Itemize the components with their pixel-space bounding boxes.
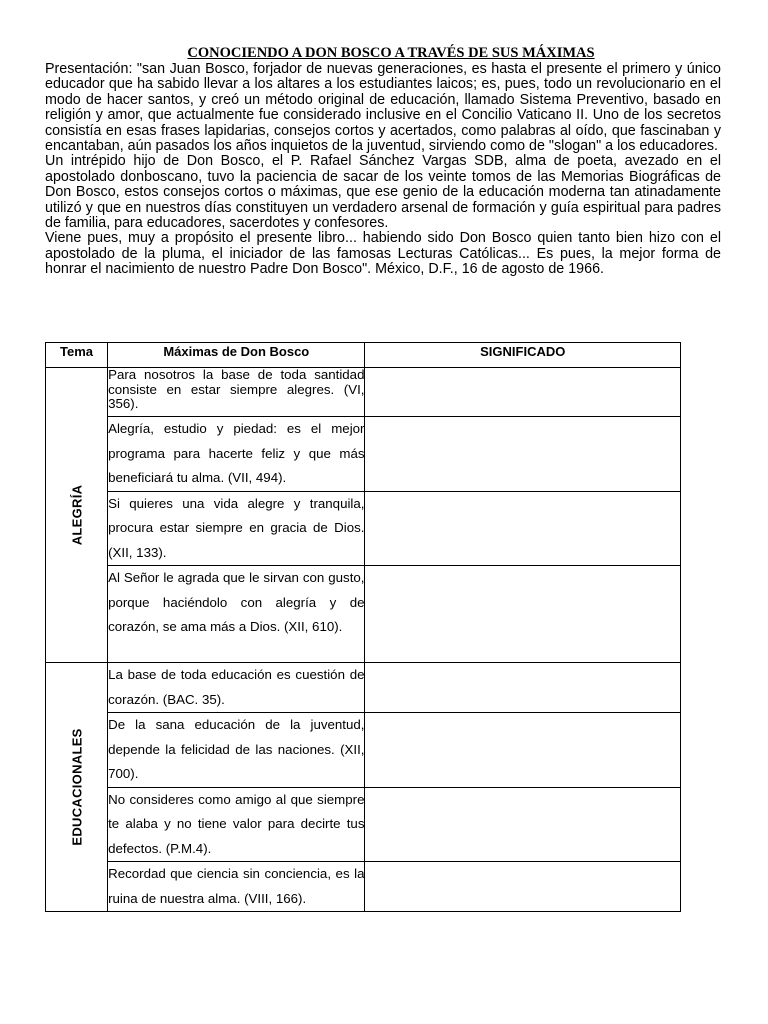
presentation-text (45, 62, 721, 278)
significado-cell[interactable] (365, 862, 681, 912)
table-row (46, 787, 681, 862)
table-row (46, 368, 681, 417)
document-title: CONOCIENDO A DON BOSCO A TRAVÉS DE SUS MÁXIMAS (187, 45, 595, 61)
header-maximas: Máximas de Don Bosco (108, 343, 365, 368)
maxima-cell: De la sana educación de la juventud, depende la felicidad de las naciones. (XII, 700). (108, 713, 365, 788)
maxima-cell: Recordad que ciencia sin conciencia, es la ruina de nuestra alma. (VIII, 166). (108, 862, 365, 912)
significado-cell[interactable] (365, 368, 681, 417)
table-row (46, 491, 681, 566)
document-page (45, 44, 721, 278)
maxima-cell: Para nosotros la base de toda santidad consiste en estar siempre alegres. (VI, 356). (108, 368, 365, 417)
maxima-cell: Alegría, estudio y piedad: es el mejor programa para hacerte feliz y que más beneficiará tu alma. (VII, 494). (108, 417, 365, 492)
significado-cell[interactable] (365, 491, 681, 566)
intro-paragraph-2: Un intrépido hijo de Don Bosco, el P. Rafael Sánchez Vargas SDB, alma de poeta, avezado en el apostolado donboscano, tuvo la paciencia de sacar de los veinte tomos de las Memorias Biográficas de Don Bosco, estos consejos cortos o máximas, que ese genio de la educación moderna tan atinadamente utilizó y que en nuestros días constituyen un verdadero arsenal de formación y guía espiritual para padres de familia, para educadores, sacerdotes y confesores. (45, 153, 721, 232)
tema-educacionales (46, 663, 108, 912)
maxima-cell: Si quieres una vida alegre y tranquila, procura estar siempre en gracia de Dios. (XII, 133). (108, 491, 365, 566)
tema-alegria (46, 368, 108, 663)
table-row (46, 663, 681, 713)
tema-label: EDUCACIONALES (69, 728, 85, 846)
table-header-row (46, 343, 681, 368)
maxima-cell: No consideres como amigo al que siempre te alaba y no tiene valor para decirte tus defectos. (P.M.4). (108, 787, 365, 862)
significado-cell[interactable] (365, 713, 681, 788)
significado-cell[interactable] (365, 787, 681, 862)
table-row (46, 862, 681, 912)
intro-paragraph-3: Viene pues, muy a propósito el presente libro... habiendo sido Don Bosco quien tanto bien hizo con el apostolado de la pluma, el iniciador de las famosas Lecturas Católicas... Es pues, la mejor forma de honrar el nacimiento de nuestro Padre Don Bosco". México, D.F., 16 de agosto de 1966. (45, 230, 721, 278)
table-row (46, 417, 681, 492)
maxima-cell: Al Señor le agrada que le sirvan con gusto, porque haciéndolo con alegría y de corazón, se ama más a Dios. (XII, 610). (108, 566, 365, 663)
table-row (46, 713, 681, 788)
significado-cell[interactable] (365, 566, 681, 663)
table-row (46, 566, 681, 663)
significado-cell[interactable] (365, 417, 681, 492)
header-significado: SIGNIFICADO (365, 343, 681, 368)
maximas-table (45, 342, 681, 912)
header-tema: Tema (46, 343, 108, 368)
maxima-cell: La base de toda educación es cuestión de corazón. (BAC. 35). (108, 663, 365, 713)
tema-label: ALEGRÍA (69, 484, 85, 546)
intro-paragraph-1: Presentación: "san Juan Bosco, forjador de nuevas generaciones, es hasta el presente el primero y único educador que ha sabido llevar a los altares a los estudiantes laicos; es, pues, todo un revolucionario en el modo de hacer santos, y creó un método original de educación, llamado Sistema Preventivo, basado en religión y amor, que actualmente fue considerado inclusive en el Concilio Vaticano II. Uno de los secretos consistía en esas frases lapidarias, consejos cortos y acertados, como palabras al oído, que fascinaban y encantaban, aún pasados los años inquietos de la juventud, sirviendo como de "slogan" a los educadores. (45, 61, 721, 155)
significado-cell[interactable] (365, 663, 681, 713)
